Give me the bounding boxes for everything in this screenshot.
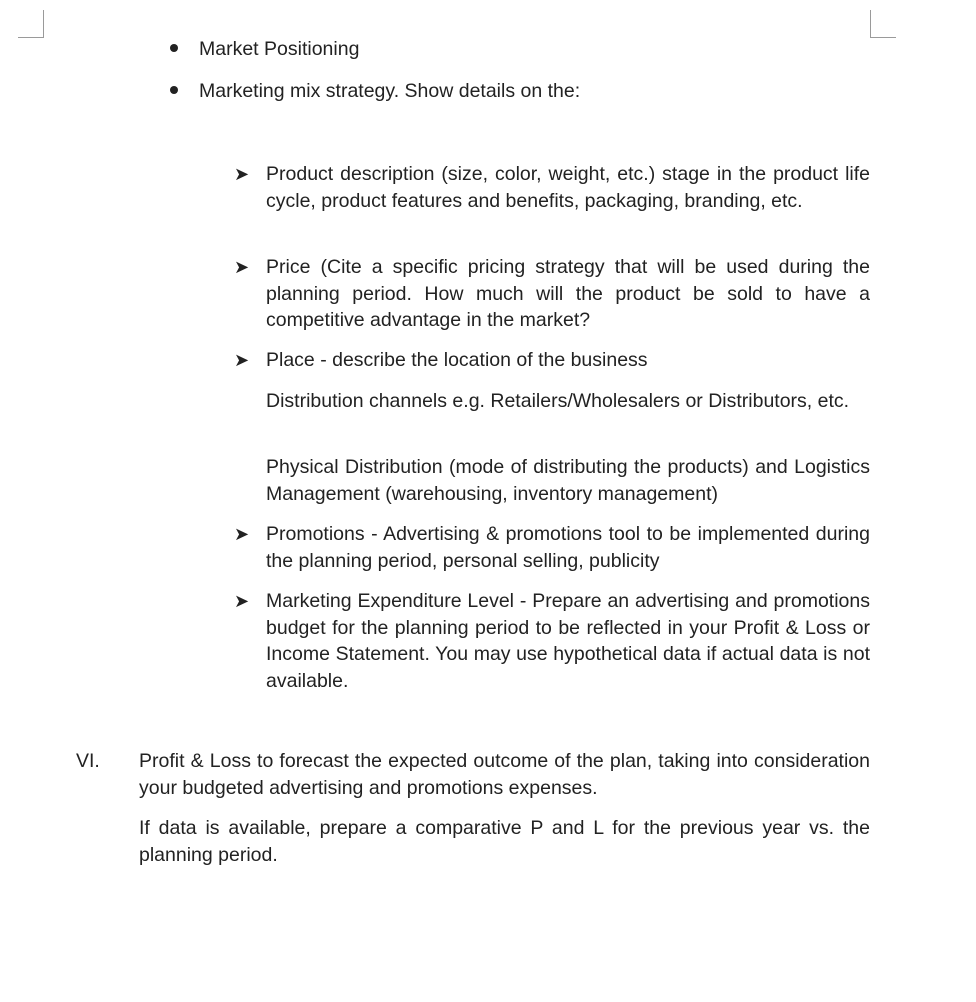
section-vi-note: If data is available, prepare a comparative P and L for the previous year vs. the planning period.: [139, 817, 870, 866]
arrowhead-bullet-icon: ➤: [234, 257, 250, 277]
crop-mark-top-left: [18, 10, 44, 38]
bullet-dot-icon: [170, 86, 178, 94]
arrowhead-bullet-icon: ➤: [234, 524, 250, 544]
arrowhead-bullet-icon: ➤: [234, 350, 250, 370]
bullet-text: Market Positioning: [199, 38, 360, 60]
place-physical-paragraph: Physical Distribution (mode of distributing the products) and Logistics Management (warehousing, inventory management): [266, 456, 870, 505]
sub-item-place: [234, 347, 870, 374]
sub-item-text: Place - describe the location of the business: [266, 349, 648, 371]
sub-item-product: [234, 161, 870, 214]
sub-item-text: Product description (size, color, weight, etc.) stage in the product life cycle, product features and benefits, packaging, branding, etc.: [266, 163, 870, 212]
sub-item-text: Marketing Expenditure Level - Prepare an advertising and promotions budget for the planning period to be reflected in your Profit & Loss or Income Statement. You may use hypothetical data if actual data is not available.: [266, 590, 870, 692]
sub-item-expenditure: [234, 588, 870, 694]
sub-item-text: Price (Cite a specific pricing strategy that will be used during the planning period. How much will the product be sold to have a competitive advantage in the market?: [266, 256, 870, 331]
bullet-item-market-positioning: [170, 38, 359, 61]
crop-mark-top-right: [870, 10, 896, 38]
sub-item-promotions: [234, 521, 870, 574]
section-vi-text: Profit & Loss to forecast the expected outcome of the plan, taking into consideration your budgeted advertising and promotions expenses.: [139, 750, 870, 799]
section-numeral: VI.: [76, 750, 100, 772]
sub-item-text: Promotions - Advertising & promotions tool to be implemented during the planning period, personal selling, publicity: [266, 523, 870, 572]
bullet-item-marketing-mix: [170, 80, 580, 103]
bullet-dot-icon: [170, 44, 178, 52]
arrowhead-bullet-icon: ➤: [234, 591, 250, 611]
place-distribution-paragraph: Distribution channels e.g. Retailers/Wholesalers or Distributors, etc.: [266, 390, 850, 412]
bullet-text: Marketing mix strategy. Show details on the:: [199, 80, 581, 102]
arrowhead-bullet-icon: ➤: [234, 164, 250, 184]
sub-item-price: [234, 254, 870, 334]
